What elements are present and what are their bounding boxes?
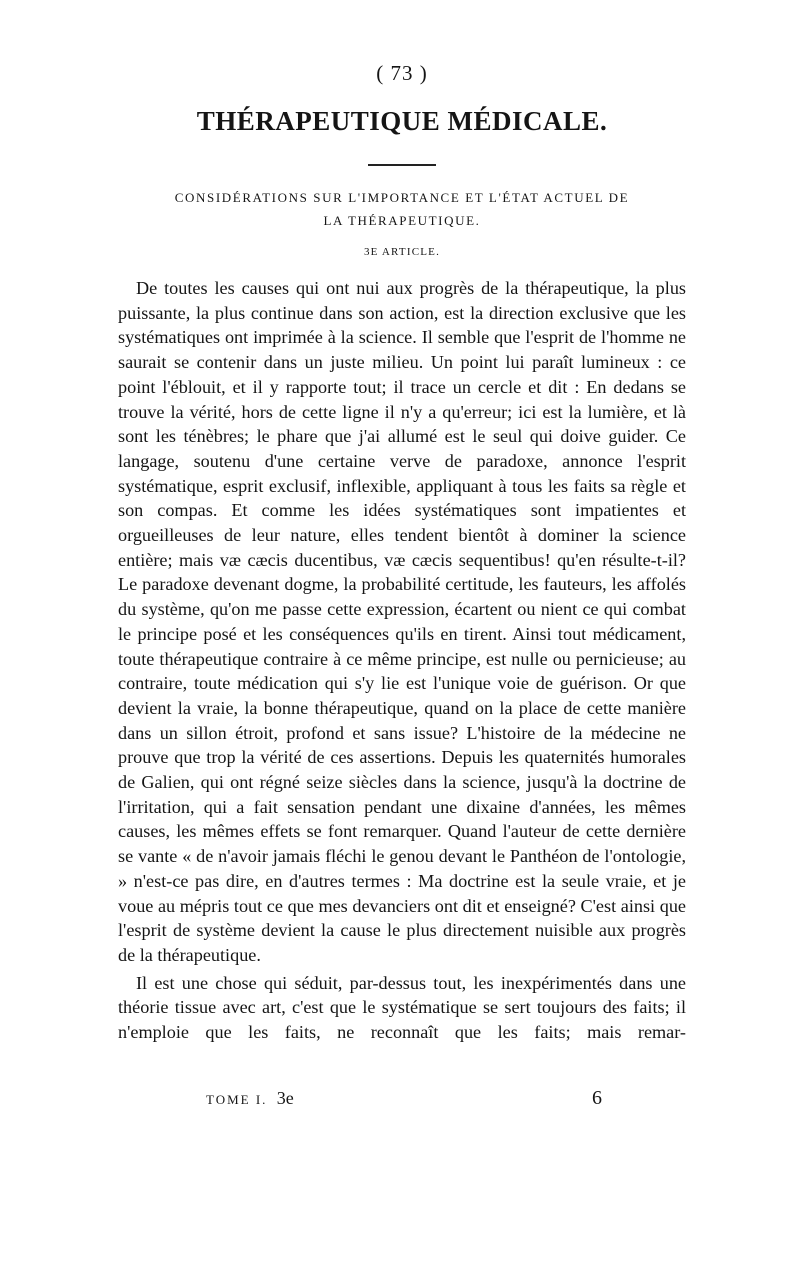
page-title: THÉRAPEUTIQUE MÉDICALE.	[196, 106, 608, 136]
page-number: ( 73 )	[376, 61, 428, 85]
body-text	[118, 276, 686, 1045]
volume-marker	[206, 1084, 294, 1114]
paragraph-1: De toutes les causes qui ont nui aux progrès de la thérapeutique, la plus puissante, la plus continue dans son action, est la direction exclusive que les systématiques ont imprimée à la science. Il semble que l'esprit de l'homme ne saurait se contenir dans un juste milieu. Un point lui paraît lumineux : ce point l'éblouit, et il y rapporte tout; il trace un cercle et dit : En dedans se trouve la vérité, hors de cette ligne il n'y a qu'erreur; ici est la lumière, et là sont les ténèbres; le phare que j'ai allumé est le seul qui doive guider. Ce langage, soutenu d'une certaine verve de paradoxe, annonce l'esprit systématique, esprit exclusif, inflexible, appliquant à tous les faits sa règle et son compas. Et comme les idées systématiques sont impatientes et orgueilleuses de leur nature, elles tendent bientôt à dominer la science entière; mais væ cæcis ducentibus, væ cæcis sequentibus! qu'en résulte-t-il? Le paradoxe devenant dogme, la probabilité certitude, les fauteurs, les affolés du système, qu'on me passe cette expression, écartent ou nient ce qui combat le principe posé et les conséquences qu'ils en tirent. Ainsi tout médicament, toute thérapeutique contraire à ce même principe, est nulle ou pernicieuse; au contraire, toute médication qui s'y lie est l'unique voie de guérison. Or que devient la vraie, la bonne thérapeutique, quand on la place de cette manière dans un sillon étroit, profond et sans issue? L'histoire de la médecine ne prouve que trop la vérité de ces assertions. Depuis les quaternités humorales de Galien, qui ont régné seize siècles dans la science, jusqu'à la doctrine de l'irritation, qui a fait sensation pendant une dixaine d'années, les mêmes causes, les mêmes effets se font remarquer. Quand l'auteur de cette dernière se vante « de n'avoir jamais fléchi le genou devant le Panthéon de l'ontologie, » n'est-ce pas dire, en d'autres termes : Ma doctrine est la seule vraie, et je voue au mépris tout ce que mes devanciers ont dit et enseigné? C'est ainsi que l'esprit de système devient la cause le plus directement nuisible aux progrès de la thérapeutique.	[118, 278, 686, 965]
signature-mark: 6	[592, 1087, 602, 1109]
volume-issue: 3e	[276, 1088, 294, 1108]
subtitle-line-1: CONSIDÉRATIONS SUR L'IMPORTANCE ET L'ÉTAT ACTUEL DE	[174, 190, 630, 205]
title-divider	[368, 164, 436, 166]
page-footer	[118, 1084, 686, 1112]
paragraph-2: Il est une chose qui séduit, par-dessus tout, les inexpérimentés dans une théorie tissue avec art, c'est que le systématique se sert toujours des faits; il n'emploie que les faits, ne reconnaît que les faits; mais remar-	[118, 972, 686, 1043]
article-subtitle	[118, 186, 686, 232]
article-number: 3E ARTICLE.	[363, 246, 441, 258]
volume-label: TOME I.	[206, 1092, 268, 1107]
page	[118, 58, 686, 1045]
subtitle-line-2: LA THÉRAPEUTIQUE.	[323, 213, 481, 228]
